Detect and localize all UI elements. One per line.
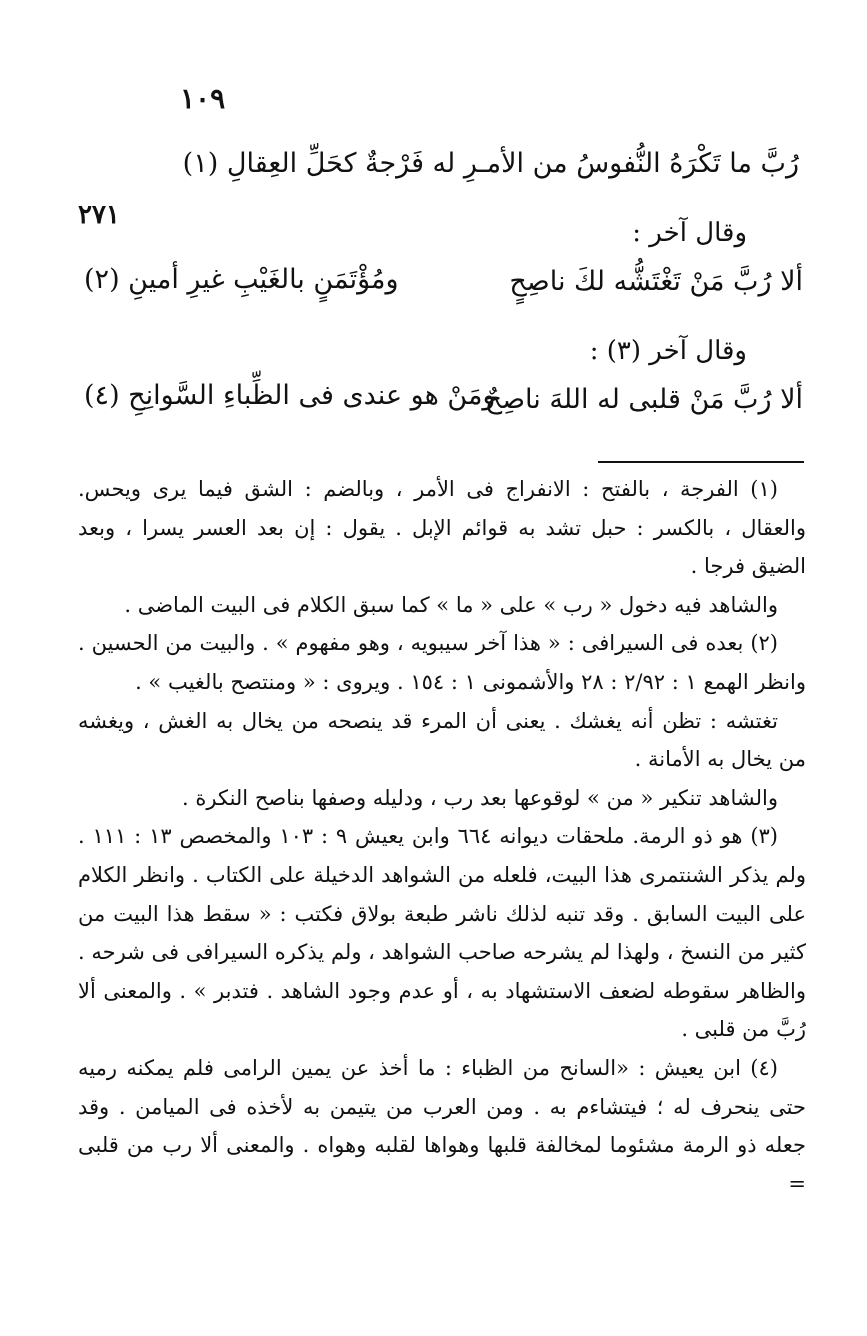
footnote-2-meaning: تغتشه : تظن أنه يغشك . يعنى أن المرء قد ينصحه من يخال به الغش ، ويغشه من يخال به الأمانة . <box>78 708 806 772</box>
footnote-2: (٢) بعده فى السيرافى : « هذا آخر سيبويه ، وهو مفهوم » . والبيت من الحسين . وانظر الهمع ١ : ٢/٩٢ : ٢٨ والأشمونى ١ : ١٥٤ . ويروى : « ومنتصح بالغيب » . <box>78 631 806 694</box>
verse-2-first-hemistich: ألا رُبَّ مَنْ تَغْتَشُّه لكَ ناصِحٍ <box>509 266 803 297</box>
verse-intro-2: وقال آخر : <box>632 218 747 248</box>
footnote-4: (٤) ابن يعيش : «السانح من الظباء : ما أخذ عن يمين الرامى فلم يمكنه رميه حتى ينحرف له ؛ فيتشاءم به . ومن العرب من يتيمن به لأخذه فى الميامن . وقد جعله ذو الرمة مشئوما لمخالفة قلبها وهواها لقلبه وهواه . والمعنى ألا رب من قلبى = <box>78 1055 806 1196</box>
footnote-2-witness: والشاهد تنكير « من » لوقوعها بعد رب ، ودليله وصفها بناصح النكرة . <box>182 785 778 810</box>
footnote-1-witness: والشاهد فيه دخول « رب » على « ما » كما سبق الكلام فى البيت الماضى . <box>124 592 778 617</box>
footnote-1: (١) الفرجة ، بالفتح : الانفراج فى الأمر ، وبالضم : الشق فيما يرى ويحس. والعقال ، بالكسر : حبل تشد به قوائم الإبل . يقول : إن بعد العسر يسرا ، وبعد الضيق فرجا . <box>78 477 806 579</box>
verse-intro-3: وقال آخر (٣) : <box>589 336 747 366</box>
verse-1: رُبَّ ما تَكْرَهُ النُّفوسُ من الأمـرِ له فَرْجةٌ كحَلِّ العِقالِ (١) <box>182 148 799 179</box>
verse-3-second-hemistich: ومَنْ هو عندى فى الظِّباءِ السَّوانِحِ (٤) <box>84 380 496 411</box>
margin-number: ٢٧١ <box>78 200 120 230</box>
verse-3-first-hemistich: ألا رُبَّ مَنْ قلبى له اللهَ ناصِحٌ <box>484 384 803 415</box>
footnote-divider <box>598 461 804 463</box>
footnotes <box>78 470 806 1203</box>
page-number: ١٠٩ <box>180 82 226 115</box>
verse-2-second-hemistich: ومُؤْتَمَنٍ بالغَيْبِ غيرِ أمينِ (٢) <box>84 264 399 295</box>
footnote-3: (٣) هو ذو الرمة. ملحقات ديوانه ٦٦٤ وابن يعيش ٩ : ١٠٣ والمخصص ١٣ : ١١١ . ولم يذكر الشنتمرى هذا البيت، فلعله من الشواهد الدخيلة على الكتاب . وانظر الكلام على البيت السابق . وقد تنبه لذلك ناشر طبعة بولاق فكتب : « سقط هذا البيت من كثير من النسخ ، ولهذا لم يشرحه صاحب الشواهد ، ولم يذكره السيرافى فى شرحه . والظاهر سقوطه لضعف الاستشهاد به ، أو عدم وجود الشاهد . فتدبر » . والمعنى ألا رُبَّ من قلبى . <box>78 824 806 1042</box>
